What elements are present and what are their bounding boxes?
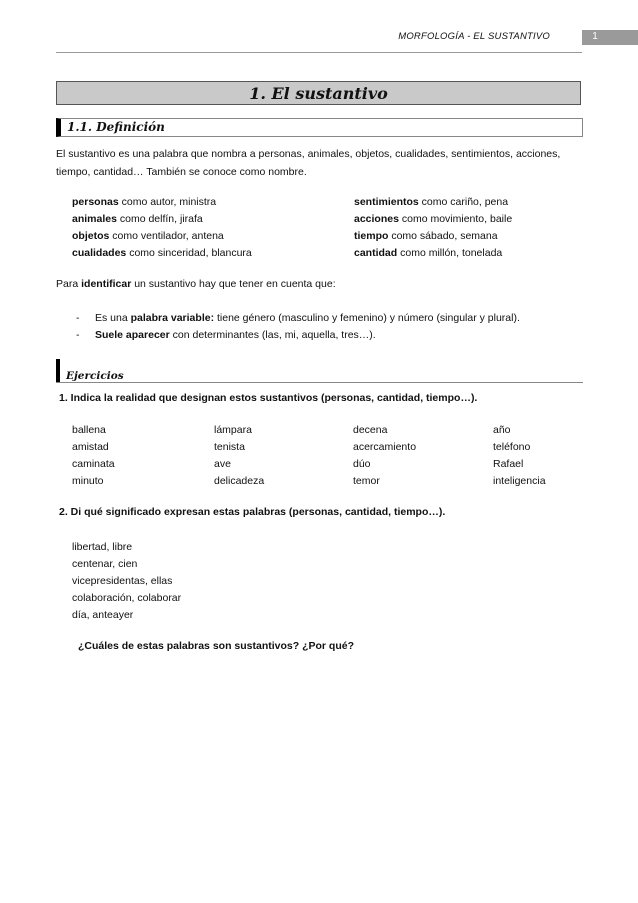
definition-paragraph bbox=[56, 145, 596, 181]
exercise-1-title: 1. Indica la realidad que designan estos sustantivos (personas, cantidad, tiempo…). bbox=[59, 392, 478, 404]
word-pair: colaboración, colaborar bbox=[72, 592, 182, 604]
page-number: 1 bbox=[592, 31, 598, 42]
bullet-bold: Suele aparecer bbox=[95, 329, 170, 341]
bullet-post: con determinantes (las, mi, aquella, tres…). bbox=[169, 329, 376, 341]
exercise-2-title: 2. Di qué significado expresan estas palabras (personas, cantidad, tiempo…). bbox=[59, 506, 446, 518]
word: ave bbox=[214, 458, 231, 470]
example-text: como millón, tonelada bbox=[397, 247, 503, 259]
word: año bbox=[493, 424, 511, 436]
example-text: como delfín, jirafa bbox=[116, 213, 203, 225]
bullet-post: tiene género (masculino y femenino) y número (singular y plural). bbox=[214, 312, 520, 324]
section-heading: 1.1. Definición bbox=[56, 118, 583, 137]
identify-paragraph bbox=[56, 278, 336, 290]
example-text: como cariño, pena bbox=[418, 196, 509, 208]
header-rule bbox=[56, 52, 582, 53]
exercises-marker bbox=[56, 359, 60, 383]
word: tenista bbox=[214, 441, 245, 453]
bullet-item bbox=[76, 312, 520, 324]
identify-bold: identificar bbox=[81, 278, 132, 290]
word: amistad bbox=[72, 441, 109, 453]
example-term: tiempo bbox=[354, 230, 389, 242]
word: ballena bbox=[72, 424, 106, 436]
bullet-item bbox=[76, 329, 376, 341]
running-header: MORFOLOGÍA - EL SUSTANTIVO bbox=[398, 31, 550, 42]
example-term: acciones bbox=[354, 213, 399, 225]
word: dúo bbox=[353, 458, 371, 470]
definition-line-2: tiempo, cantidad… También se conoce como nombre. bbox=[56, 166, 307, 178]
bullet-dash: - bbox=[76, 312, 80, 324]
example-row bbox=[72, 228, 592, 245]
word-pair: día, anteayer bbox=[72, 609, 134, 621]
identify-pre: Para bbox=[56, 278, 82, 290]
example-term: cualidades bbox=[72, 247, 127, 259]
example-text: como ventilador, antena bbox=[109, 230, 224, 242]
word: inteligencia bbox=[493, 475, 546, 487]
word-pair: centenar, cien bbox=[72, 558, 138, 570]
example-term: cantidad bbox=[354, 247, 398, 259]
word: temor bbox=[353, 475, 380, 487]
word-row bbox=[72, 456, 572, 473]
example-text: como movimiento, baile bbox=[398, 213, 513, 225]
definition-line-1: El sustantivo es una palabra que nombra a personas, animales, objetos, cualidades, sentimientos, acciones, bbox=[56, 148, 561, 160]
example-row bbox=[72, 211, 592, 228]
example-term: objetos bbox=[72, 230, 110, 242]
example-term: animales bbox=[72, 213, 117, 225]
bullet-bold: palabra variable: bbox=[130, 312, 215, 324]
bullet-dash: - bbox=[76, 329, 80, 341]
word-row bbox=[72, 422, 572, 439]
identify-post: un sustantivo hay que tener en cuenta que: bbox=[131, 278, 336, 290]
exercises-rule bbox=[56, 382, 583, 383]
word: caminata bbox=[72, 458, 115, 470]
exercise-2-question: ¿Cuáles de estas palabras son sustantivos? ¿Por qué? bbox=[78, 640, 354, 652]
word: lámpara bbox=[214, 424, 252, 436]
example-term: personas bbox=[72, 196, 119, 208]
word: acercamiento bbox=[353, 441, 417, 453]
example-text: como sábado, semana bbox=[388, 230, 498, 242]
word: teléfono bbox=[493, 441, 531, 453]
word-row bbox=[72, 473, 572, 490]
page-title: 1. El sustantivo bbox=[56, 81, 581, 105]
word-row bbox=[72, 439, 572, 456]
word-pair: libertad, libre bbox=[72, 541, 133, 553]
word-pair: vicepresidentas, ellas bbox=[72, 575, 173, 587]
example-term: sentimientos bbox=[354, 196, 419, 208]
example-text: como sinceridad, blancura bbox=[126, 247, 252, 259]
bullet-pre: Es una bbox=[95, 312, 131, 324]
example-row bbox=[72, 245, 592, 262]
word: decena bbox=[353, 424, 388, 436]
word: Rafael bbox=[493, 458, 524, 470]
example-text: como autor, ministra bbox=[118, 196, 217, 208]
word: minuto bbox=[72, 475, 104, 487]
exercises-heading: Ejercicios bbox=[66, 370, 124, 382]
example-row bbox=[72, 194, 592, 211]
word: delicadeza bbox=[214, 475, 265, 487]
